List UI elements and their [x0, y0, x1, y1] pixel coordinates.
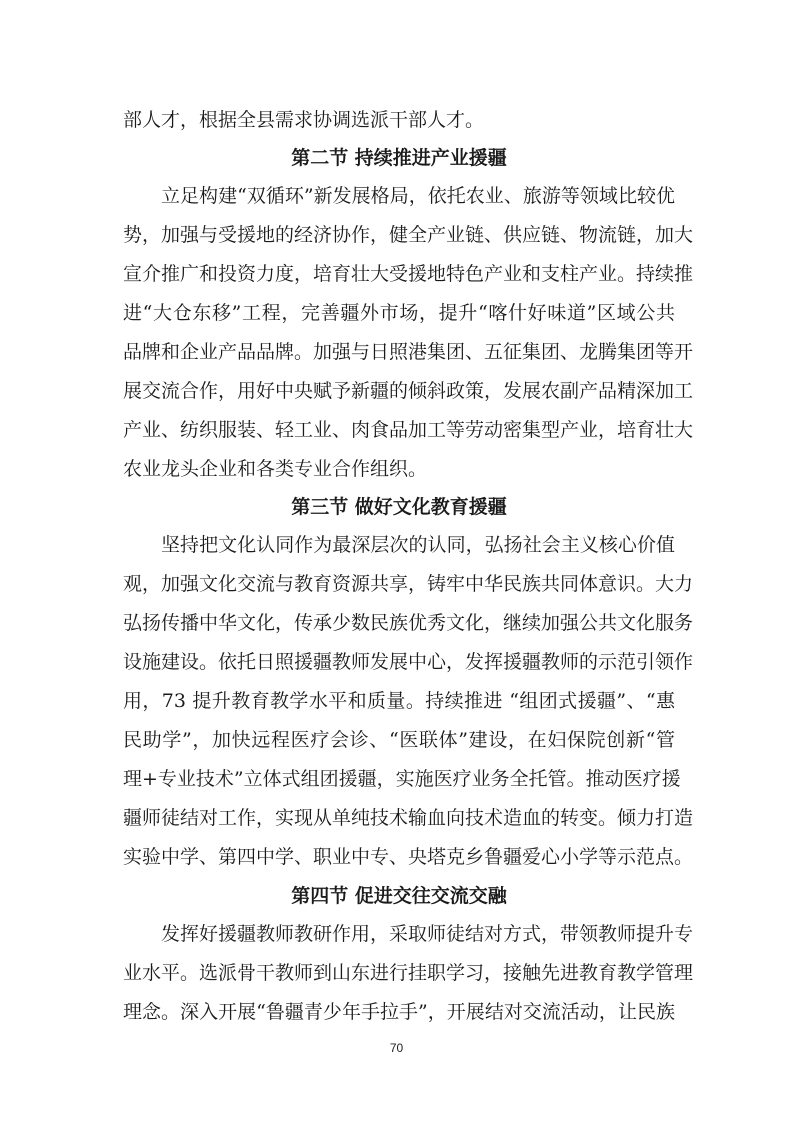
paragraph-line: 农业龙头企业和各类专业合作组织。 — [123, 458, 428, 480]
paragraph-line: 立足构建“双循环”新发展格局，依托农业、旅游等领域比较优 — [161, 185, 675, 207]
section-heading: 第二节 持续推进产业援疆 — [291, 147, 507, 169]
paragraph-line: 弘扬传播中华文化，传承少数民族优秀文化，继续加强公共文化服务 — [123, 612, 694, 634]
paragraph-line: 势，加强与受援地的经济协作，健全产业链、供应链、物流链，加大 — [123, 224, 694, 246]
page-number: 70 — [389, 1041, 404, 1055]
paragraph-line: 部人才，根据全县需求协调选派干部人才。 — [123, 109, 485, 131]
paragraph-line: 理念。深入开展“鲁疆青少年手拉手”，开展结对交流活动，让民族 — [123, 1001, 675, 1023]
paragraph-line: 品牌和企业产品品牌。加强与日照港集团、五征集团、龙腾集团等开 — [123, 341, 694, 363]
paragraph-line: 疆师徒结对工作，实现从单纯技术输血向技术造血的转变。倾力打造 — [123, 807, 694, 829]
paragraph-line: 发挥好援疆教师教研作用，采取师徒结对方式，带领教师提升专 — [161, 923, 694, 945]
paragraph-line: 观，加强文化交流与教育资源共享，铸牢中华民族共同体意识。大力 — [123, 573, 694, 595]
paragraph-line: 宣介推广和投资力度，培育壮大受援地特色产业和支柱产业。持续推 — [123, 263, 694, 285]
paragraph-line: 进“大仓东移”工程，完善疆外市场，提升“喀什好味道”区域公共 — [123, 302, 675, 324]
paragraph-line: 设施建设。依托日照援疆教师发展中心，发挥援疆教师的示范引领作 — [123, 651, 694, 673]
paragraph-line: 民助学”，加快远程医疗会诊、“医联体”建设，在妇保院创新“管 — [123, 729, 675, 751]
paragraph-line: 业水平。选派骨干教师到山东进行挂职学习，接触先进教育教学管理 — [123, 962, 694, 984]
section-heading: 第三节 做好文化教育援疆 — [291, 496, 507, 518]
paragraph-line: 展交流合作，用好中央赋予新疆的倾斜政策，发展农副产品精深加工 — [123, 380, 694, 402]
paragraph-line: 用，73 提升教育教学水平和质量。持续推进 “组团式援疆”、“惠 — [123, 690, 675, 712]
paragraph-line: 实验中学、第四中学、职业中专、央塔克乡鲁疆爱心小学等示范点。 — [123, 846, 694, 868]
paragraph-line: 产业、纺织服装、轻工业、肉食品加工等劳动密集型产业，培育壮大 — [123, 419, 694, 441]
paragraph-line: 坚持把文化认同作为最深层次的认同，弘扬社会主义核心价值 — [161, 534, 675, 556]
paragraph-line: 理+专业技术”立体式组团援疆，实施医疗业务全托管。推动医疗援 — [123, 768, 681, 790]
section-heading: 第四节 促进交往交流交融 — [291, 885, 507, 907]
